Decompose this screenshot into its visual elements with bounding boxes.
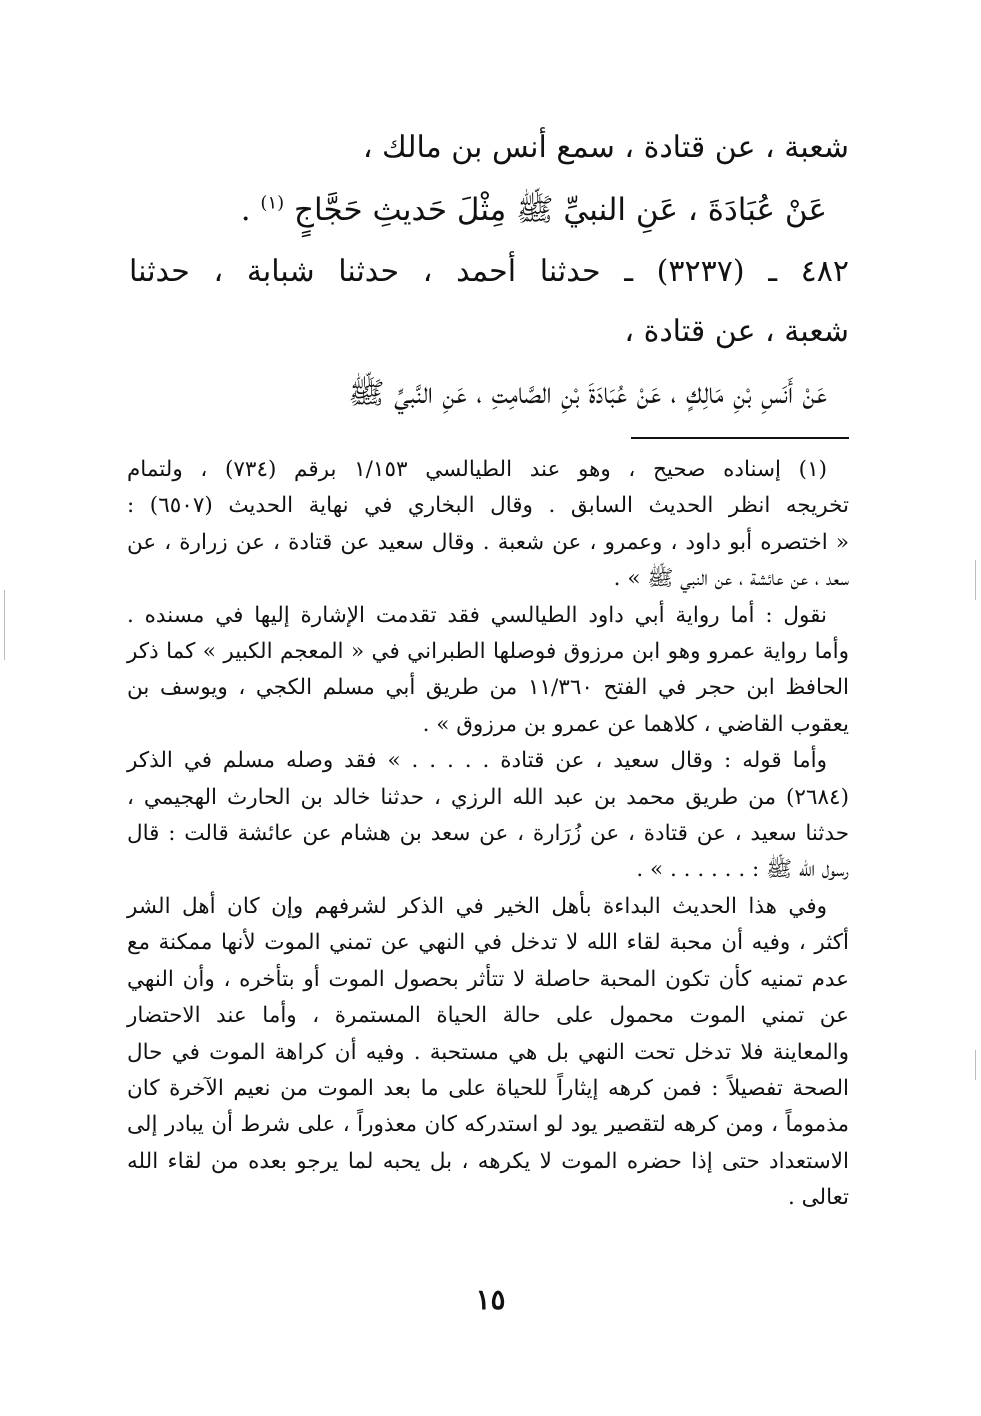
footnote-line: عن تمني الموت محمول على حالة الحياة المستمرة ، وأما عند الاحتضار xyxy=(127,1003,849,1029)
footnote-paragraph-4 xyxy=(127,889,849,1217)
footnote-paragraph-3 xyxy=(127,743,849,889)
main-text-block xyxy=(129,118,849,426)
scan-edge-mark xyxy=(975,1050,976,1080)
footnote-line: وأما رواية عمرو وهو ابن مرزوق فوصلها الطبراني في « المعجم الكبير » كما ذكر xyxy=(127,639,849,665)
footnote-line: (١) إسناده صحيح ، وهو عند الطيالسي ١/١٥٣ برقم (٧٣٤) ، ولتمام xyxy=(127,457,828,482)
footnote-line: سعد ، عن عائشة ، عن النبي ﷺ » . xyxy=(613,566,849,592)
main-line-4: شعبة ، عن قتادة ، xyxy=(624,314,849,349)
footnote-line: (٢٦٨٤) من طريق محمد بن عبد الله الرزي ، حدثنا خالد بن الحارث الهجيمي ، xyxy=(127,784,849,810)
page-number: ١٥ xyxy=(475,1283,506,1316)
main-line-1: شعبة ، عن قتادة ، سمع أنس بن مالك ، xyxy=(362,130,849,165)
footnote-line: تعالى . xyxy=(787,1185,849,1211)
footnote-line: نقول : أما رواية أبي داود الطيالسي فقد تقدمت الإشارة إليها في مسنده . xyxy=(127,602,827,628)
footnote-line: تخريجه انظر الحديث السابق . وقال البخاري في نهاية الحديث (٦٥٠٧) : xyxy=(127,493,850,519)
footnotes-block xyxy=(127,452,849,1217)
footnote-line: أكثر ، وفيه أن محبة لقاء الله لا تدخل في النهي عن تمني الموت لأنها ممكنة مع xyxy=(127,930,849,956)
footnote-paragraph-2 xyxy=(127,598,849,744)
footnote-line: مذموماً ، ومن كرهه لتقصير يود لو استدركه كان معذوراً ، على شرط أن يبادر إلى xyxy=(127,1112,849,1138)
main-line-2 xyxy=(129,178,849,242)
footnote-line: حدثنا سعيد ، عن قتادة ، عن زُرَارة ، عن سعد بن هشام عن عائشة قالت : قال xyxy=(127,821,849,847)
footnote-divider xyxy=(631,437,849,439)
main-line-2-text: عَنْ عُبَادَةَ ، عَنِ النبيِّ ﷺ مِثْلَ حَديثِ حَجَّاجٍ xyxy=(294,192,827,228)
footnote-line: والمعاينة فلا تدخل تحت النهي بل هي مستحبة . وفيه أن كراهة الموت في حال xyxy=(127,1039,849,1065)
footnote-line: الصحة تفصيلاً : فمن كرهه إيثاراً للحياة على ما بعد الموت من نعيم الآخرة كان xyxy=(127,1075,849,1101)
footnote-line: وأما قوله : وقال سعيد ، عن قتادة . . . . . » فقد وصله مسلم في الذكر xyxy=(127,748,827,774)
footnote-paragraph-1 xyxy=(127,452,849,598)
footnote-line: رسول الله ﷺ : . . . . . . » . xyxy=(636,857,849,883)
footnote-line: الحافظ ابن حجر في الفتح ١١/٣٦٠ من طريق أبي مسلم الكجي ، ويوسف بن xyxy=(127,675,849,701)
main-line-5: عَنْ أَنَسِ بْنِ مَالِكٍ ، عَنْ عُبَادَةَ بْنِ الصَّامِتِ ، عَنِ النَّبيِّ ﷺ xyxy=(348,376,827,411)
scan-edge-mark xyxy=(975,560,976,600)
footnote-line: الاستعداد حتى إذا حضره الموت لا يكرهه ، بل يحبه لما يرجو بعده من لقاء الله xyxy=(127,1148,849,1174)
footnote-line: « اختصره أبو داود ، وعمرو ، عن شعبة . وقال سعيد عن قتادة ، عن زرارة ، عن xyxy=(127,529,849,555)
footnote-line: عدم تمنيه كأن تكون المحبة حاصلة لا تتأثر بحصول الموت أو بتأخره ، وأن النهي xyxy=(127,966,849,992)
main-line-2-end: . xyxy=(240,192,251,228)
scan-edge-mark xyxy=(4,590,5,660)
footnote-line: يعقوب القاضي ، كلاهما عن عمرو بن مرزوق » . xyxy=(422,711,849,737)
footnote-ref-1: (١) xyxy=(260,192,285,214)
footnote-line: وفي هذا الحديث البداءة بأهل الخير في الذكر لشرفهم وإن كان أهل الشر xyxy=(127,893,827,919)
main-line-3-hadith-number: ٤٨٢ ـ (٣٢٣٧) ـ حدثنا أحمد ، حدثنا شبابة ، حدثنا xyxy=(129,254,849,289)
